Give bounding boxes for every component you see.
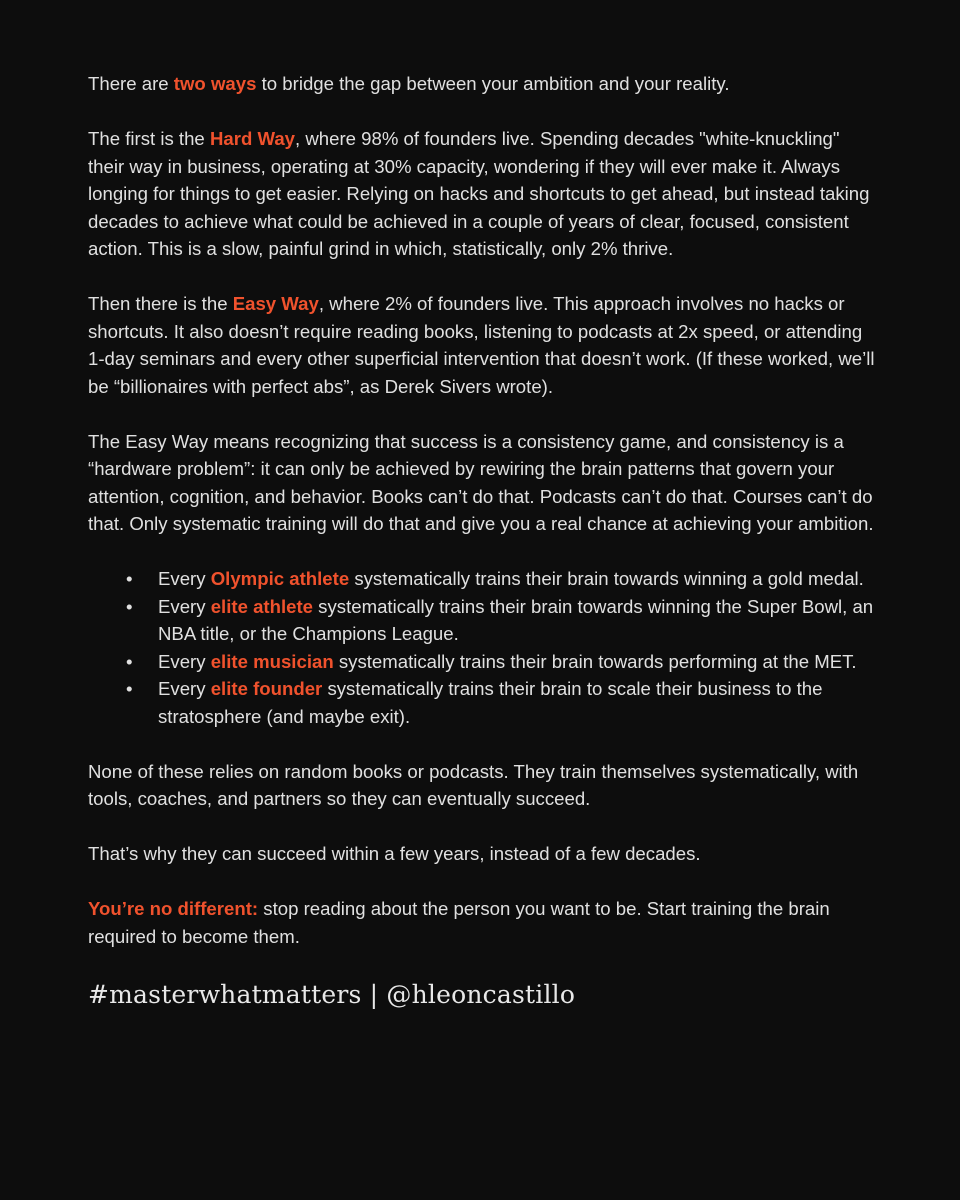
easy-way-text-end: , where 2% of founders live. This approach involves no hacks or shortcuts. It also doesn’t require reading books, listening to podcasts at 2x speed, or attending 1-day seminars and every other superficial intervention that doesn’t work. (If these worked, we’ll be “billionaires with perfect abs”, as Derek Sivers wrote). [88, 293, 875, 397]
list-item-text-start: Every [158, 568, 211, 589]
highlight-elite-founder: elite founder [210, 678, 323, 699]
bullet-dot: • [126, 678, 133, 699]
list-item-text-start: Every [158, 650, 211, 672]
list-item [88, 675, 878, 730]
list-item [88, 565, 878, 593]
hard-way-paragraph [88, 125, 878, 263]
highlight-elite-musician: elite musician [210, 650, 334, 672]
hard-way-text-start: The first is the [88, 128, 210, 149]
intro-text-start: There are [88, 73, 174, 94]
closing-text: stop reading about the person you want to be. Start training the brain required to become them. [88, 898, 830, 947]
list-item-text-end: systematically trains their brain towards winning a gold medal. [349, 568, 864, 589]
systematic-paragraph: None of these relies on random books or podcasts. They train themselves systematically, with tools, coaches, and partners so they can eventually succeed. [88, 760, 859, 809]
highlight-elite-athlete: elite athlete [210, 595, 314, 617]
highlight-easy-way: Easy Way [232, 293, 319, 314]
list-item [88, 593, 878, 648]
list-item-text-start: Every [158, 678, 211, 699]
bullet-dot: • [126, 568, 133, 589]
hashtag-handle-footer: #masterwhatmatters | @hleoncastillo [88, 979, 576, 1009]
list-item [88, 648, 878, 676]
list-item-text-end: systematically trains their brain towards winning the Super Bowl, an NBA title, or the Champions League. [158, 595, 874, 644]
highlight-hard-way: Hard Way [209, 128, 296, 149]
athlete-list [88, 565, 878, 730]
intro-text-end: to bridge the gap between your ambition and your reality. [256, 73, 730, 94]
list-item-text-end: systematically trains their brain to scale their business to the stratosphere (and maybe exit). [158, 678, 823, 727]
intro-paragraph [88, 70, 878, 98]
closing-paragraph [88, 895, 878, 950]
bullet-dot: • [126, 650, 133, 672]
hard-way-text-end: , where 98% of founders live. Spending decades "white-knuckling" their way in business, operating at 30% capacity, wondering if they will ever make it. Always longing for things to get easier. Relying on hacks and shortcuts to get ahead, but instead taking decades to achieve what could be achieved in a couple of years of clear, focused, consistent action. This is a slow, painful grind in which, statistically, only 2% thrive. [88, 128, 870, 259]
bullet-dot: • [126, 595, 133, 617]
highlight-olympic-athlete: Olympic athlete [210, 568, 350, 589]
easy-way-paragraph [88, 290, 878, 400]
highlight-two-ways: two ways [173, 73, 257, 94]
post-body [88, 70, 878, 1012]
consistency-paragraph: The Easy Way means recognizing that success is a consistency game, and consistency is a “hardware problem”: it can only be achieved by rewiring the brain patterns that govern your attention, cognition, and behavior. Books can’t do that. Podcasts can’t do that. Courses can’t do that. Only systematic training will do that and give you a real chance at achieving your ambition. [88, 430, 874, 534]
list-item-text-end: systematically trains their brain towards performing at the MET. [333, 650, 857, 672]
easy-way-text-start: Then there is the [88, 293, 233, 314]
highlight-no-different: You’re no different: [88, 898, 259, 919]
list-item-text-start: Every [158, 595, 211, 617]
succeed-paragraph: That’s why they can succeed within a few years, instead of a few decades. [88, 843, 701, 864]
